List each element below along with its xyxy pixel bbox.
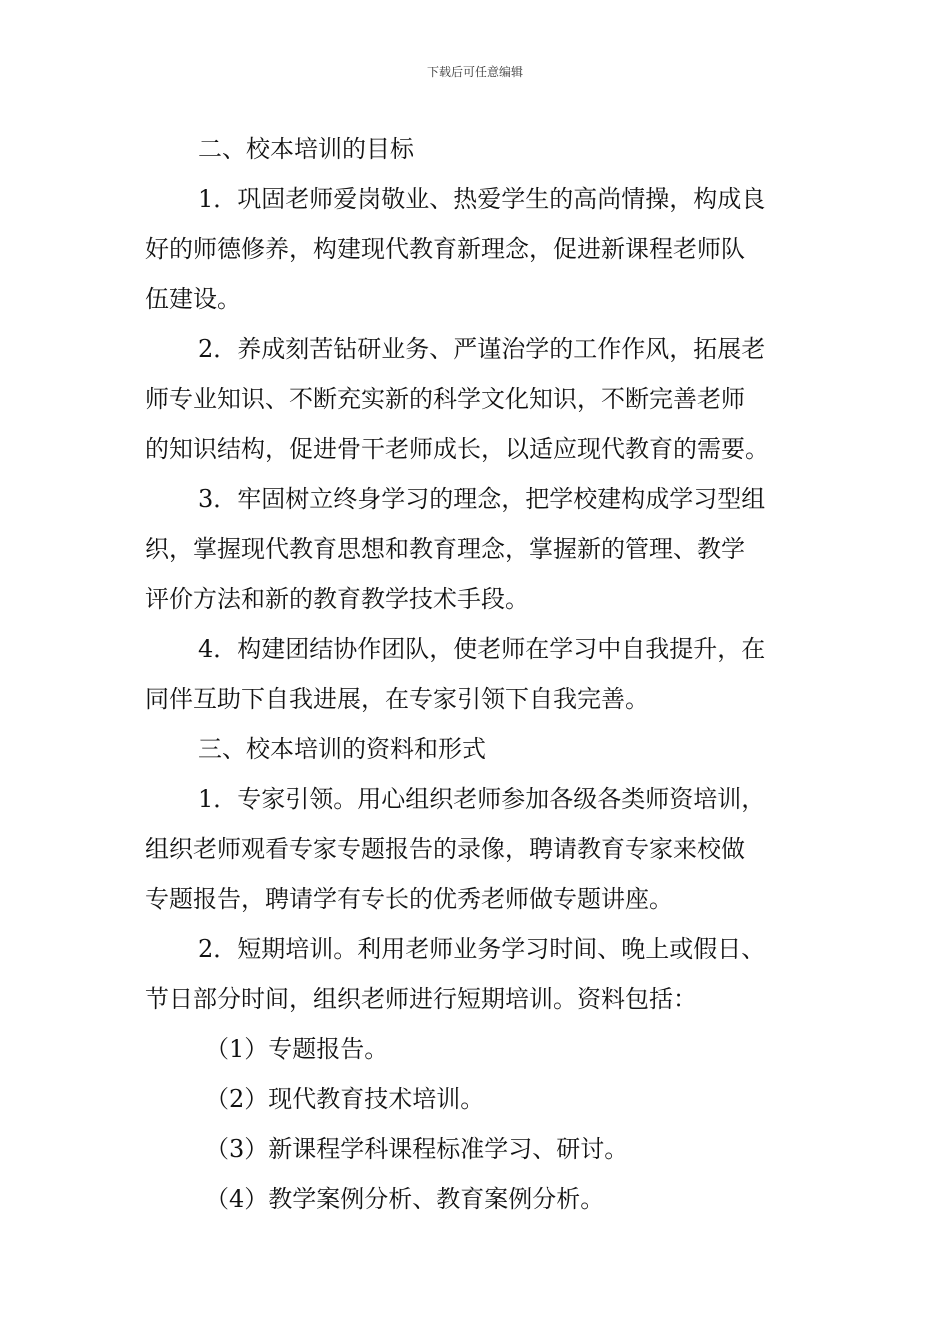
- paragraph-line: 伍建设。: [145, 285, 241, 313]
- document-body: [145, 124, 813, 1224]
- paragraph-line: 师专业知识、不断充实新的科学文化知识，不断完善老师: [145, 385, 745, 413]
- paragraph-line: 2．短期培训。利用老师业务学习时间、晚上或假日、: [198, 935, 766, 963]
- paragraph-line: 4．构建团结协作团队，使老师在学习中自我提升，在: [198, 635, 766, 663]
- paragraph-line: 1．巩固老师爱岗敬业、热爱学生的高尚情操，构成良: [198, 185, 766, 213]
- paragraph-line: 节日部分时间，组织老师进行短期培训。资料包括：: [145, 985, 697, 1013]
- paragraph-line: 评价方法和新的教育教学技术手段。: [145, 585, 529, 613]
- paragraph-line: 1．专家引领。用心组织老师参加各级各类师资培训，: [198, 785, 766, 813]
- list-item: （4）教学案例分析、教育案例分析。: [205, 1185, 605, 1213]
- list-item: （2）现代教育技术培训。: [205, 1085, 485, 1113]
- page-header: 下载后可任意编辑: [426, 65, 523, 79]
- paragraph-line: 的知识结构，促进骨干老师成长，以适应现代教育的需要。: [145, 435, 769, 463]
- paragraph-line: 组织老师观看专家专题报告的录像，聘请教育专家来校做: [145, 835, 745, 863]
- paragraph-line: 同伴互助下自我进展，在专家引领下自我完善。: [145, 685, 649, 713]
- list-item: （3）新课程学科课程标准学习、研讨。: [205, 1135, 629, 1163]
- paragraph-line: 2．养成刻苦钻研业务、严谨治学的工作作风，拓展老: [198, 335, 766, 363]
- paragraph-line: 专题报告，聘请学有专长的优秀老师做专题讲座。: [145, 885, 673, 913]
- paragraph-line: 织，掌握现代教育思想和教育理念，掌握新的管理、教学: [145, 535, 745, 563]
- paragraph-line: 3．牢固树立终身学习的理念，把学校建构成学习型组: [198, 485, 766, 513]
- list-item: （1）专题报告。: [205, 1035, 389, 1063]
- paragraph-line: 好的师德修养，构建现代教育新理念，促进新课程老师队: [145, 235, 745, 263]
- section-heading-3: 三、校本培训的资料和形式: [198, 735, 486, 763]
- section-heading-2: 二、校本培训的目标: [198, 135, 414, 163]
